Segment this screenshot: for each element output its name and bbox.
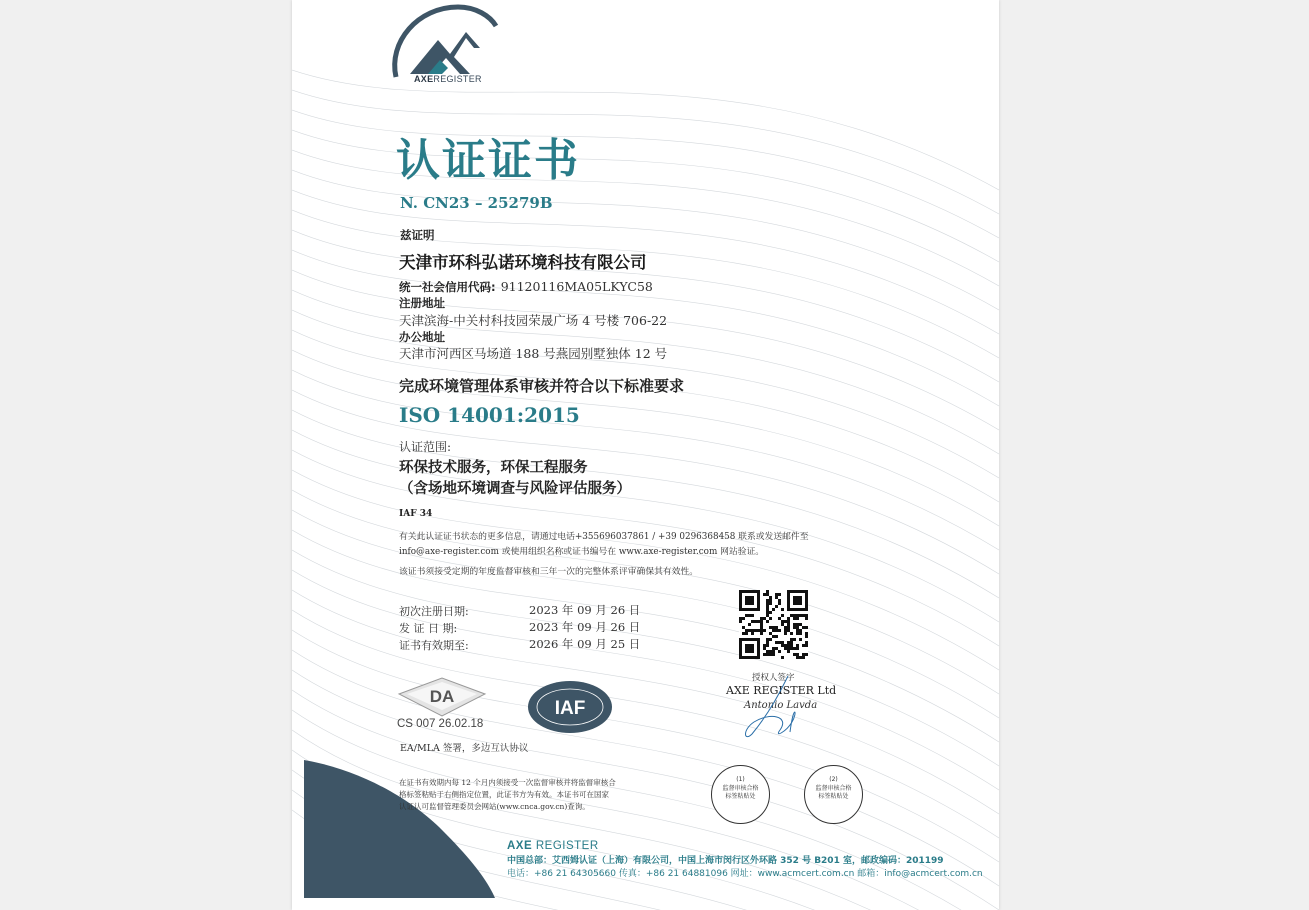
info-line-3: 该证书须接受定期的年度监督审核和三年一次的完整体系评审确保其有效性。 [399, 567, 699, 577]
da-accreditation-logo [397, 676, 487, 718]
info-line-1: 有关此认证证书状态的更多信息，请通过电话+355696037861 / +39 0296368458 联系或发送邮件至 [399, 532, 809, 542]
handwritten-signature [740, 672, 830, 742]
hereby-label: 兹证明 [400, 228, 435, 242]
certificate-title: 认证证书 [396, 135, 580, 186]
conformity-statement: 完成环境管理体系审核并符合以下标准要求 [399, 377, 685, 395]
validity-note-line-1: 在证书有效期内每 12 个月内须接受一次监督审核并将监督审核合 [399, 778, 616, 787]
scope-line-2: （含场地环境调查与风险评估服务） [399, 481, 631, 497]
info-line-2: info@axe-register.com 或使用组织名称或证书编号在 www.axe-register.com 网站验证。 [399, 547, 765, 557]
office-address-label: 办公地址 [399, 330, 445, 344]
footer-headquarters: 中国总部：艾西姆认证（上海）有限公司，中国上海市闵行区外环路 352 号 B201 室，邮政编码：201199 [507, 856, 944, 866]
svg-text:IAF: IAF [554, 698, 586, 719]
footer-brand: AXE REGISTER [507, 840, 599, 852]
credit-code-row [399, 276, 653, 295]
reg-address-label: 注册地址 [399, 296, 445, 310]
scope-label: 认证范围: [399, 440, 452, 454]
validity-note-line-2: 格标签粘贴于右侧指定位置，此证书方为有效。本证书可在国家 [399, 790, 609, 799]
date-label-issue: 发 证 日 期: [399, 622, 458, 635]
validity-note-line-3: 认证认可监督管理委员会网站(www.cnca.gov.cn)查询。 [399, 802, 590, 811]
company-name: 天津市环科弘诺环境科技有限公司 [399, 253, 647, 272]
reg-address-value: 天津滨海-中关村科技园荣晟广场 4 号楼 706-22 [399, 313, 668, 328]
ea-mla-statement: EA/MLA 签署，多边互认协议 [400, 743, 529, 754]
scope-line-1: 环保技术服务，环保工程服务 [399, 460, 588, 476]
date-value-initial: 2023 年 09 月 26 日 [529, 603, 641, 617]
svg-text:DA: DA [429, 687, 455, 706]
authorized-signature-label: 授权人签字 [752, 673, 795, 683]
certificate-sheet [292, 0, 999, 910]
surveillance-label-slot-1: (1) 监督审核合格标签粘贴处 [711, 765, 770, 824]
certificate-number: N. CN23 – 25279B [400, 194, 553, 212]
date-label-expiry: 证书有效期至: [399, 639, 469, 652]
footer-contact: 电话：+86 21 64305660 传真：+86 21 64881096 网址：www.acmcert.com.cn 邮箱：info@acmcert.com.cn [507, 869, 983, 879]
axe-register-ltd: AXE REGISTER Ltd [726, 684, 837, 697]
accreditation-code: CS 007 26.02.18 [397, 718, 484, 730]
signer-name: Antonio Lavda [744, 700, 818, 711]
standard-name: ISO 14001:2015 [399, 403, 580, 427]
date-label-initial: 初次注册日期: [399, 605, 469, 618]
office-address-value: 天津市河西区马场道 188 号燕园别墅独体 12 号 [399, 346, 668, 361]
verification-qr-code[interactable] [739, 590, 808, 659]
iaf-code: IAF 34 [399, 509, 433, 519]
credit-code-label: 统一社会信用代码: [399, 280, 496, 294]
credit-code-value: 91120116MA05LKYC58 [500, 279, 653, 294]
iaf-mla-logo [526, 679, 614, 735]
date-value-expiry: 2026 年 09 月 25 日 [529, 637, 641, 651]
date-value-issue: 2023 年 09 月 26 日 [529, 620, 641, 634]
logo-wordmark: AXEREGISTER [414, 74, 482, 84]
surveillance-label-slot-2: (2) 监督审核合格标签粘贴处 [804, 765, 863, 824]
